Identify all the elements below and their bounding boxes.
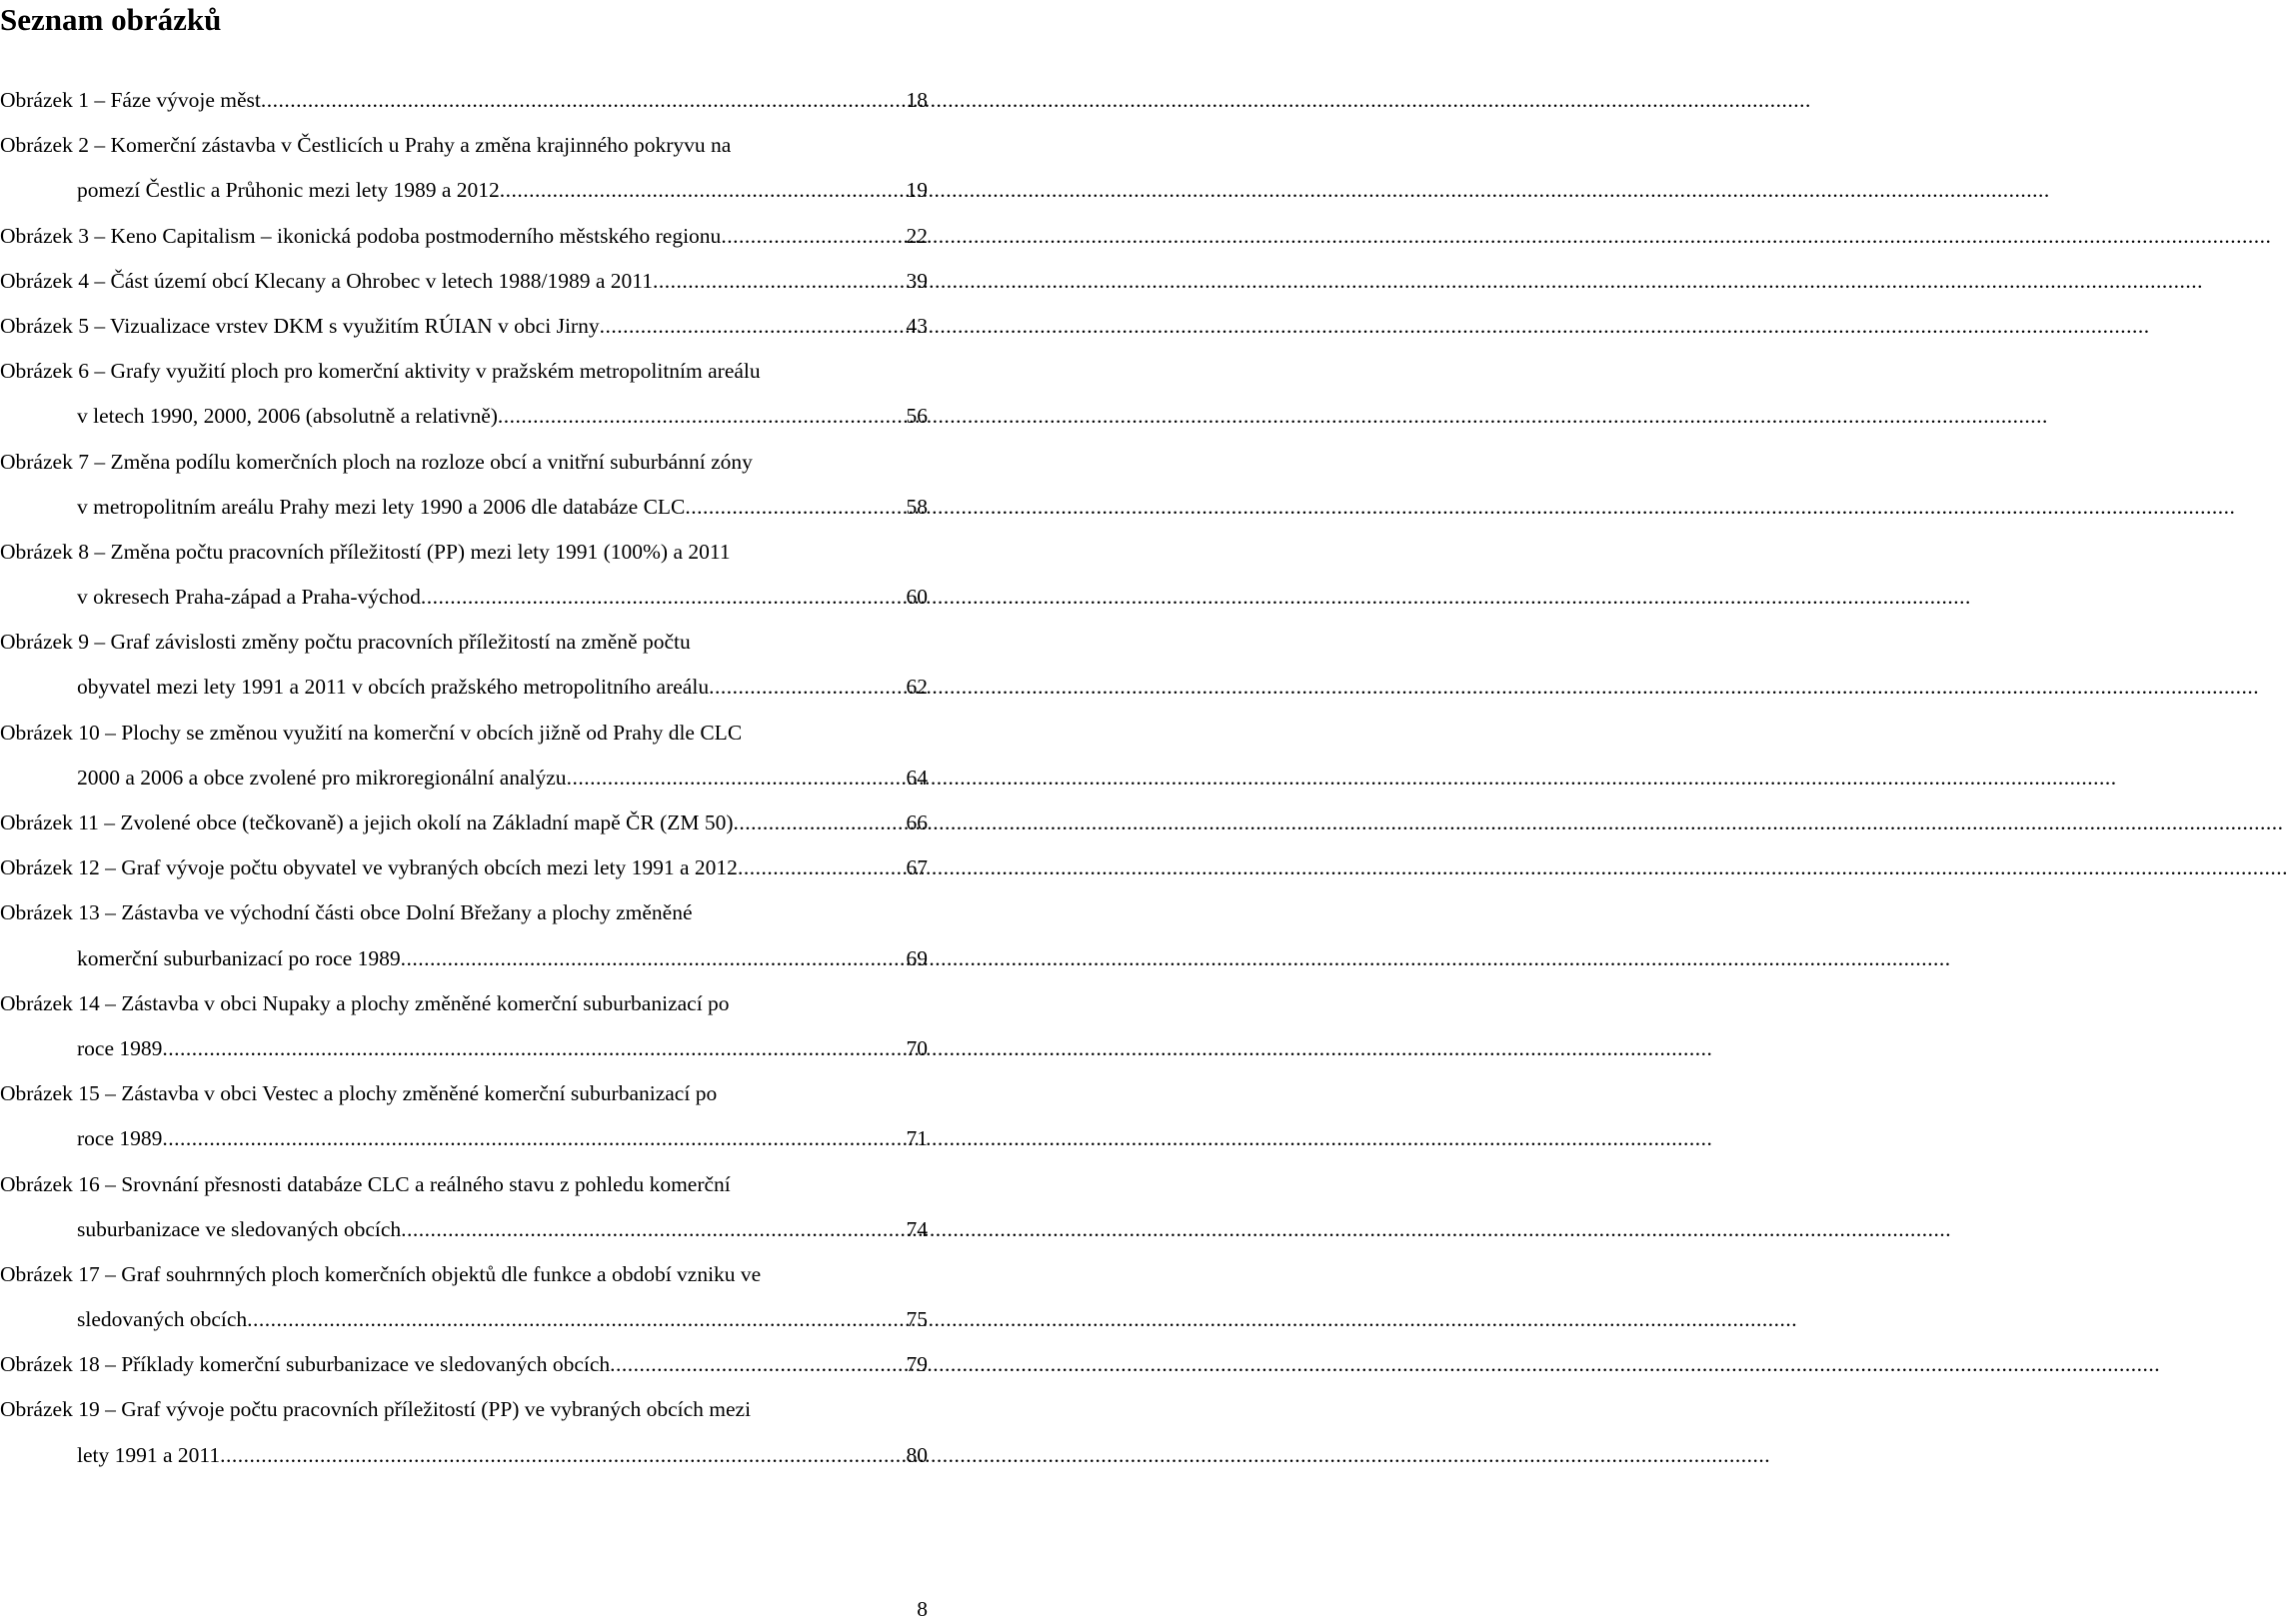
toc-entry-line <box>0 665 928 710</box>
toc-entry-line <box>0 78 928 123</box>
toc-entry-text: Obrázek 10 – Plochy se změnou využití na komerční v obcích jižně od Prahy dle CLC <box>0 720 743 745</box>
dot-leader <box>600 304 905 349</box>
toc-entry-text: roce 1989 <box>77 1035 163 1060</box>
toc-entry-text: sledovaných obcích <box>77 1307 248 1332</box>
toc-entry-text: Obrázek 2 – Komerční zástavba v Čestlicích u Prahy a změna krajinného pokryvu na <box>0 133 732 158</box>
toc-entry[interactable] <box>0 304 928 349</box>
toc-entry-line <box>0 845 928 890</box>
toc-entry-line <box>0 259 928 304</box>
toc-entry-line <box>0 981 928 1026</box>
toc-page-number: 18 <box>906 88 928 112</box>
toc-entry[interactable] <box>0 801 928 845</box>
toc-entry-line <box>0 168 928 213</box>
toc-entry[interactable] <box>0 1342 928 1387</box>
toc-entry-line <box>0 711 928 756</box>
toc-page-number: 74 <box>906 1216 928 1241</box>
toc-entry-text: Obrázek 1 – Fáze vývoje měst <box>0 88 261 112</box>
dot-leader <box>685 485 904 530</box>
document-page <box>0 0 960 1624</box>
toc-entry-line <box>0 1342 928 1387</box>
toc-entry-line <box>0 123 928 168</box>
toc-entry-text: Obrázek 14 – Zástavba v obci Nupaky a plochy změněné komerční suburbanizací po <box>0 990 730 1015</box>
toc-entry-line <box>0 801 928 845</box>
toc-entry-text: Obrázek 4 – Část území obcí Klecany a Ohrobec v letech 1988/1989 a 2011 <box>0 268 653 293</box>
toc-entry-text: Obrázek 3 – Keno Capitalism – ikonická podoba postmoderního městského regionu <box>0 223 722 248</box>
toc-page-number: 39 <box>906 268 928 293</box>
toc-entry[interactable] <box>0 259 928 304</box>
toc-page-number: 22 <box>906 223 928 248</box>
toc-entry-line <box>0 890 928 935</box>
toc-entry[interactable] <box>0 711 928 801</box>
toc-page-number: 70 <box>906 1035 928 1060</box>
toc-entry-line <box>0 1207 928 1252</box>
toc-entry-line <box>0 349 928 394</box>
dot-leader <box>498 394 905 439</box>
dot-leader <box>421 575 905 620</box>
page-number: 8 <box>917 1597 928 1621</box>
toc-entry[interactable] <box>0 440 928 530</box>
toc-entry-text: obyvatel mezi lety 1991 a 2011 v obcích pražského metropolitního areálu <box>77 675 710 700</box>
toc-page-number: 64 <box>906 765 928 790</box>
dot-leader <box>738 845 905 890</box>
toc-entry-text: Obrázek 7 – Změna podílu komerčních ploch na rozloze obcí a vnitřní suburbánní zóny <box>0 449 753 474</box>
toc-entry[interactable] <box>0 620 928 710</box>
toc-entry-text: Obrázek 18 – Příklady komerční suburbanizace ve sledovaných obcích <box>0 1352 611 1377</box>
toc-entry[interactable] <box>0 123 928 213</box>
dot-leader <box>721 214 904 259</box>
toc-entry-text: komerční suburbanizací po roce 1989 <box>77 945 401 970</box>
dot-leader <box>261 78 905 123</box>
toc-entry-line <box>0 1433 928 1478</box>
toc-entry-text: Obrázek 19 – Graf vývoje počtu pracovních příležitostí (PP) ve vybraných obcích mezi <box>0 1397 752 1422</box>
toc-entry-text: suburbanizace ve sledovaných obcích <box>77 1216 402 1241</box>
toc-page-number: 80 <box>906 1442 928 1467</box>
toc-entry-text: v letech 1990, 2000, 2006 (absolutně a relativně) <box>77 404 498 429</box>
toc-entry-line <box>0 575 928 620</box>
toc-entry-line <box>0 1026 928 1071</box>
toc-entry-text: Obrázek 17 – Graf souhrnných ploch komerčních objektů dle funkce a období vzniku ve <box>0 1261 762 1286</box>
toc-entry[interactable] <box>0 981 928 1071</box>
toc-entry[interactable] <box>0 530 928 620</box>
toc-page-number: 60 <box>906 585 928 610</box>
toc-entry-line <box>0 1162 928 1207</box>
dot-leader <box>401 936 905 981</box>
toc-entry-line <box>0 394 928 439</box>
toc-entry[interactable] <box>0 1387 928 1477</box>
toc-page-number: 56 <box>906 404 928 429</box>
toc-page-number: 75 <box>906 1307 928 1332</box>
dot-leader <box>610 1342 904 1387</box>
toc-entry-line <box>0 485 928 530</box>
dot-leader <box>653 259 905 304</box>
toc-page-number: 43 <box>906 313 928 338</box>
toc-entry[interactable] <box>0 845 928 890</box>
toc-page-number: 58 <box>906 494 928 519</box>
toc-page-number: 71 <box>906 1126 928 1151</box>
toc-entry-line <box>0 1297 928 1342</box>
dot-leader <box>162 1026 904 1071</box>
dot-leader <box>247 1297 904 1342</box>
dot-leader <box>734 801 905 845</box>
toc-entry-text: roce 1989 <box>77 1126 163 1151</box>
toc-page-number: 79 <box>906 1352 928 1377</box>
toc-entry[interactable] <box>0 890 928 980</box>
toc-entry-line <box>0 620 928 665</box>
toc-entry-text: Obrázek 5 – Vizualizace vrstev DKM s využitím RÚIAN v obci Jirny <box>0 313 600 338</box>
toc-entry[interactable] <box>0 78 928 123</box>
list-of-figures <box>0 78 928 1478</box>
toc-page-number: 69 <box>906 945 928 970</box>
toc-entry-text: v okresech Praha-západ a Praha-východ <box>77 585 421 610</box>
dot-leader <box>401 1207 904 1252</box>
toc-entry-line <box>0 304 928 349</box>
toc-entry-text: Obrázek 6 – Grafy využití ploch pro komerční aktivity v pražském metropolitním areálu <box>0 359 761 384</box>
toc-entry-text: 2000 a 2006 a obce zvolené pro mikroregionální analýzu <box>77 765 567 790</box>
toc-entry-text: Obrázek 9 – Graf závislosti změny počtu pracovních příležitostí na změně počtu <box>0 630 691 655</box>
toc-entry-line <box>0 440 928 485</box>
toc-page-number: 19 <box>906 178 928 203</box>
toc-entry-text: v metropolitním areálu Prahy mezi lety 1990 a 2006 dle databáze CLC <box>77 494 686 519</box>
toc-entry[interactable] <box>0 1252 928 1342</box>
dot-leader <box>162 1116 904 1161</box>
toc-entry-line <box>0 530 928 575</box>
toc-entry-line <box>0 1387 928 1432</box>
toc-entry[interactable] <box>0 349 928 439</box>
toc-entry-text: Obrázek 16 – Srovnání přesnosti databáze CLC a reálného stavu z pohledu komerční <box>0 1171 731 1196</box>
toc-entry[interactable] <box>0 1071 928 1161</box>
dot-leader <box>500 168 905 213</box>
toc-entry-line <box>0 756 928 801</box>
toc-entry-line <box>0 1071 928 1116</box>
toc-entry-line <box>0 1116 928 1161</box>
page-title: Seznam obrázků <box>0 2 222 37</box>
dot-leader <box>709 665 904 710</box>
toc-entry-line <box>0 1252 928 1297</box>
toc-entry-text: lety 1991 a 2011 <box>77 1442 221 1467</box>
dot-leader <box>567 756 905 801</box>
toc-entry-text: pomezí Čestlic a Průhonic mezi lety 1989 a 2012 <box>77 178 500 203</box>
toc-entry-text: Obrázek 8 – Změna počtu pracovních příležitostí (PP) mezi lety 1991 (100%) a 2011 <box>0 539 731 564</box>
dot-leader <box>220 1433 904 1478</box>
toc-entry-text: Obrázek 15 – Zástavba v obci Vestec a plochy změněné komerční suburbanizací po <box>0 1081 718 1106</box>
toc-page-number: 66 <box>906 811 928 834</box>
toc-entry-text: Obrázek 13 – Zástavba ve východní části obce Dolní Břežany a plochy změněné <box>0 900 693 925</box>
toc-entry-line <box>0 936 928 981</box>
toc-page-number: 67 <box>906 855 928 880</box>
toc-entry-line <box>0 214 928 259</box>
toc-entry-text: Obrázek 11 – Zvolené obce (tečkovaně) a jejich okolí na Základní mapě ČR (ZM 50) <box>0 811 734 834</box>
toc-entry[interactable] <box>0 214 928 259</box>
toc-entry-text: Obrázek 12 – Graf vývoje počtu obyvatel ve vybraných obcích mezi lety 1991 a 2012 <box>0 855 738 880</box>
toc-entry[interactable] <box>0 1162 928 1252</box>
toc-page-number: 62 <box>906 675 928 700</box>
